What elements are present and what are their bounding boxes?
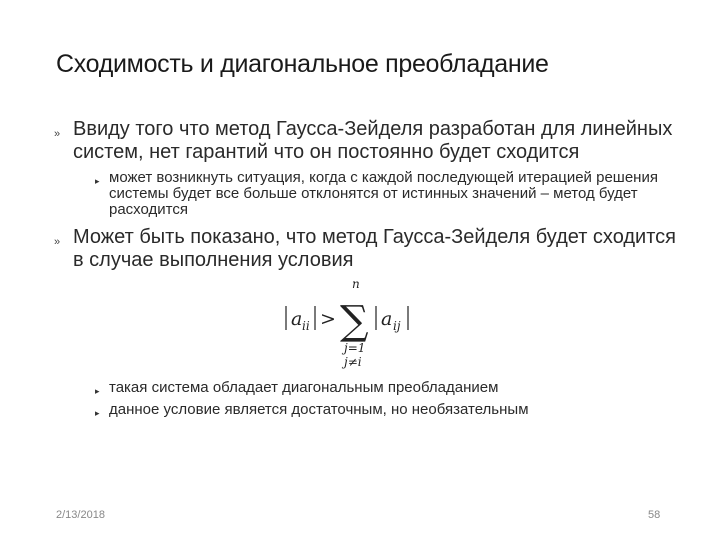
formula-svg <box>50 272 690 380</box>
sub-bullet-2-2-text: данное условие является достаточным, но необязательным <box>109 401 529 418</box>
sub-bullet-2-2 <box>50 402 690 418</box>
double-chevron-icon: » <box>54 128 61 140</box>
sub-bullet-1-1-text: может возникнуть ситуация, когда с каждой последующей итерацией решения системы будет все больше отклонятся от истинных значений – метод будет расходится <box>109 169 658 218</box>
rhs-subscript: ij <box>393 319 401 333</box>
triangle-right-icon: ▸ <box>95 408 100 418</box>
bullet-1 <box>50 118 690 164</box>
slide-title: Сходимость и диагональное преобладание <box>56 50 549 78</box>
sum-lower-limit-1: j=1 <box>344 341 366 355</box>
summation-icon: ∑ <box>340 298 369 344</box>
page-number: 58 <box>648 509 661 521</box>
footer-date: 2/13/2018 <box>56 509 105 521</box>
sub-bullet-1-1 <box>50 170 690 218</box>
convergence-formula <box>50 272 690 380</box>
bullet-2-text: Может быть показано, что метод Гаусса-Зейделя будет сходится в случае выполнения условия <box>73 226 676 271</box>
sum-upper-limit: n <box>352 277 360 291</box>
triangle-right-icon: ▸ <box>95 176 100 186</box>
triangle-right-icon: ▸ <box>95 386 100 396</box>
bullet-1-text: Ввиду того что метод Гаусса-Зейделя разработан для линейных систем, нет гарантий что он постоянно будет сходится <box>73 118 673 163</box>
sum-lower-limit-2: j≠i <box>344 355 362 369</box>
relation-symbol: > <box>320 308 336 330</box>
double-chevron-icon: » <box>54 236 61 248</box>
lhs-variable: a <box>291 308 303 330</box>
bullet-2 <box>50 226 690 272</box>
lhs-subscript: ii <box>302 319 310 333</box>
sub-bullet-2-1-text: такая система обладает диагональным преобладанием <box>109 379 499 396</box>
slide-content <box>50 118 690 418</box>
sub-bullet-2-1 <box>50 380 690 396</box>
rhs-variable: a <box>381 308 393 330</box>
